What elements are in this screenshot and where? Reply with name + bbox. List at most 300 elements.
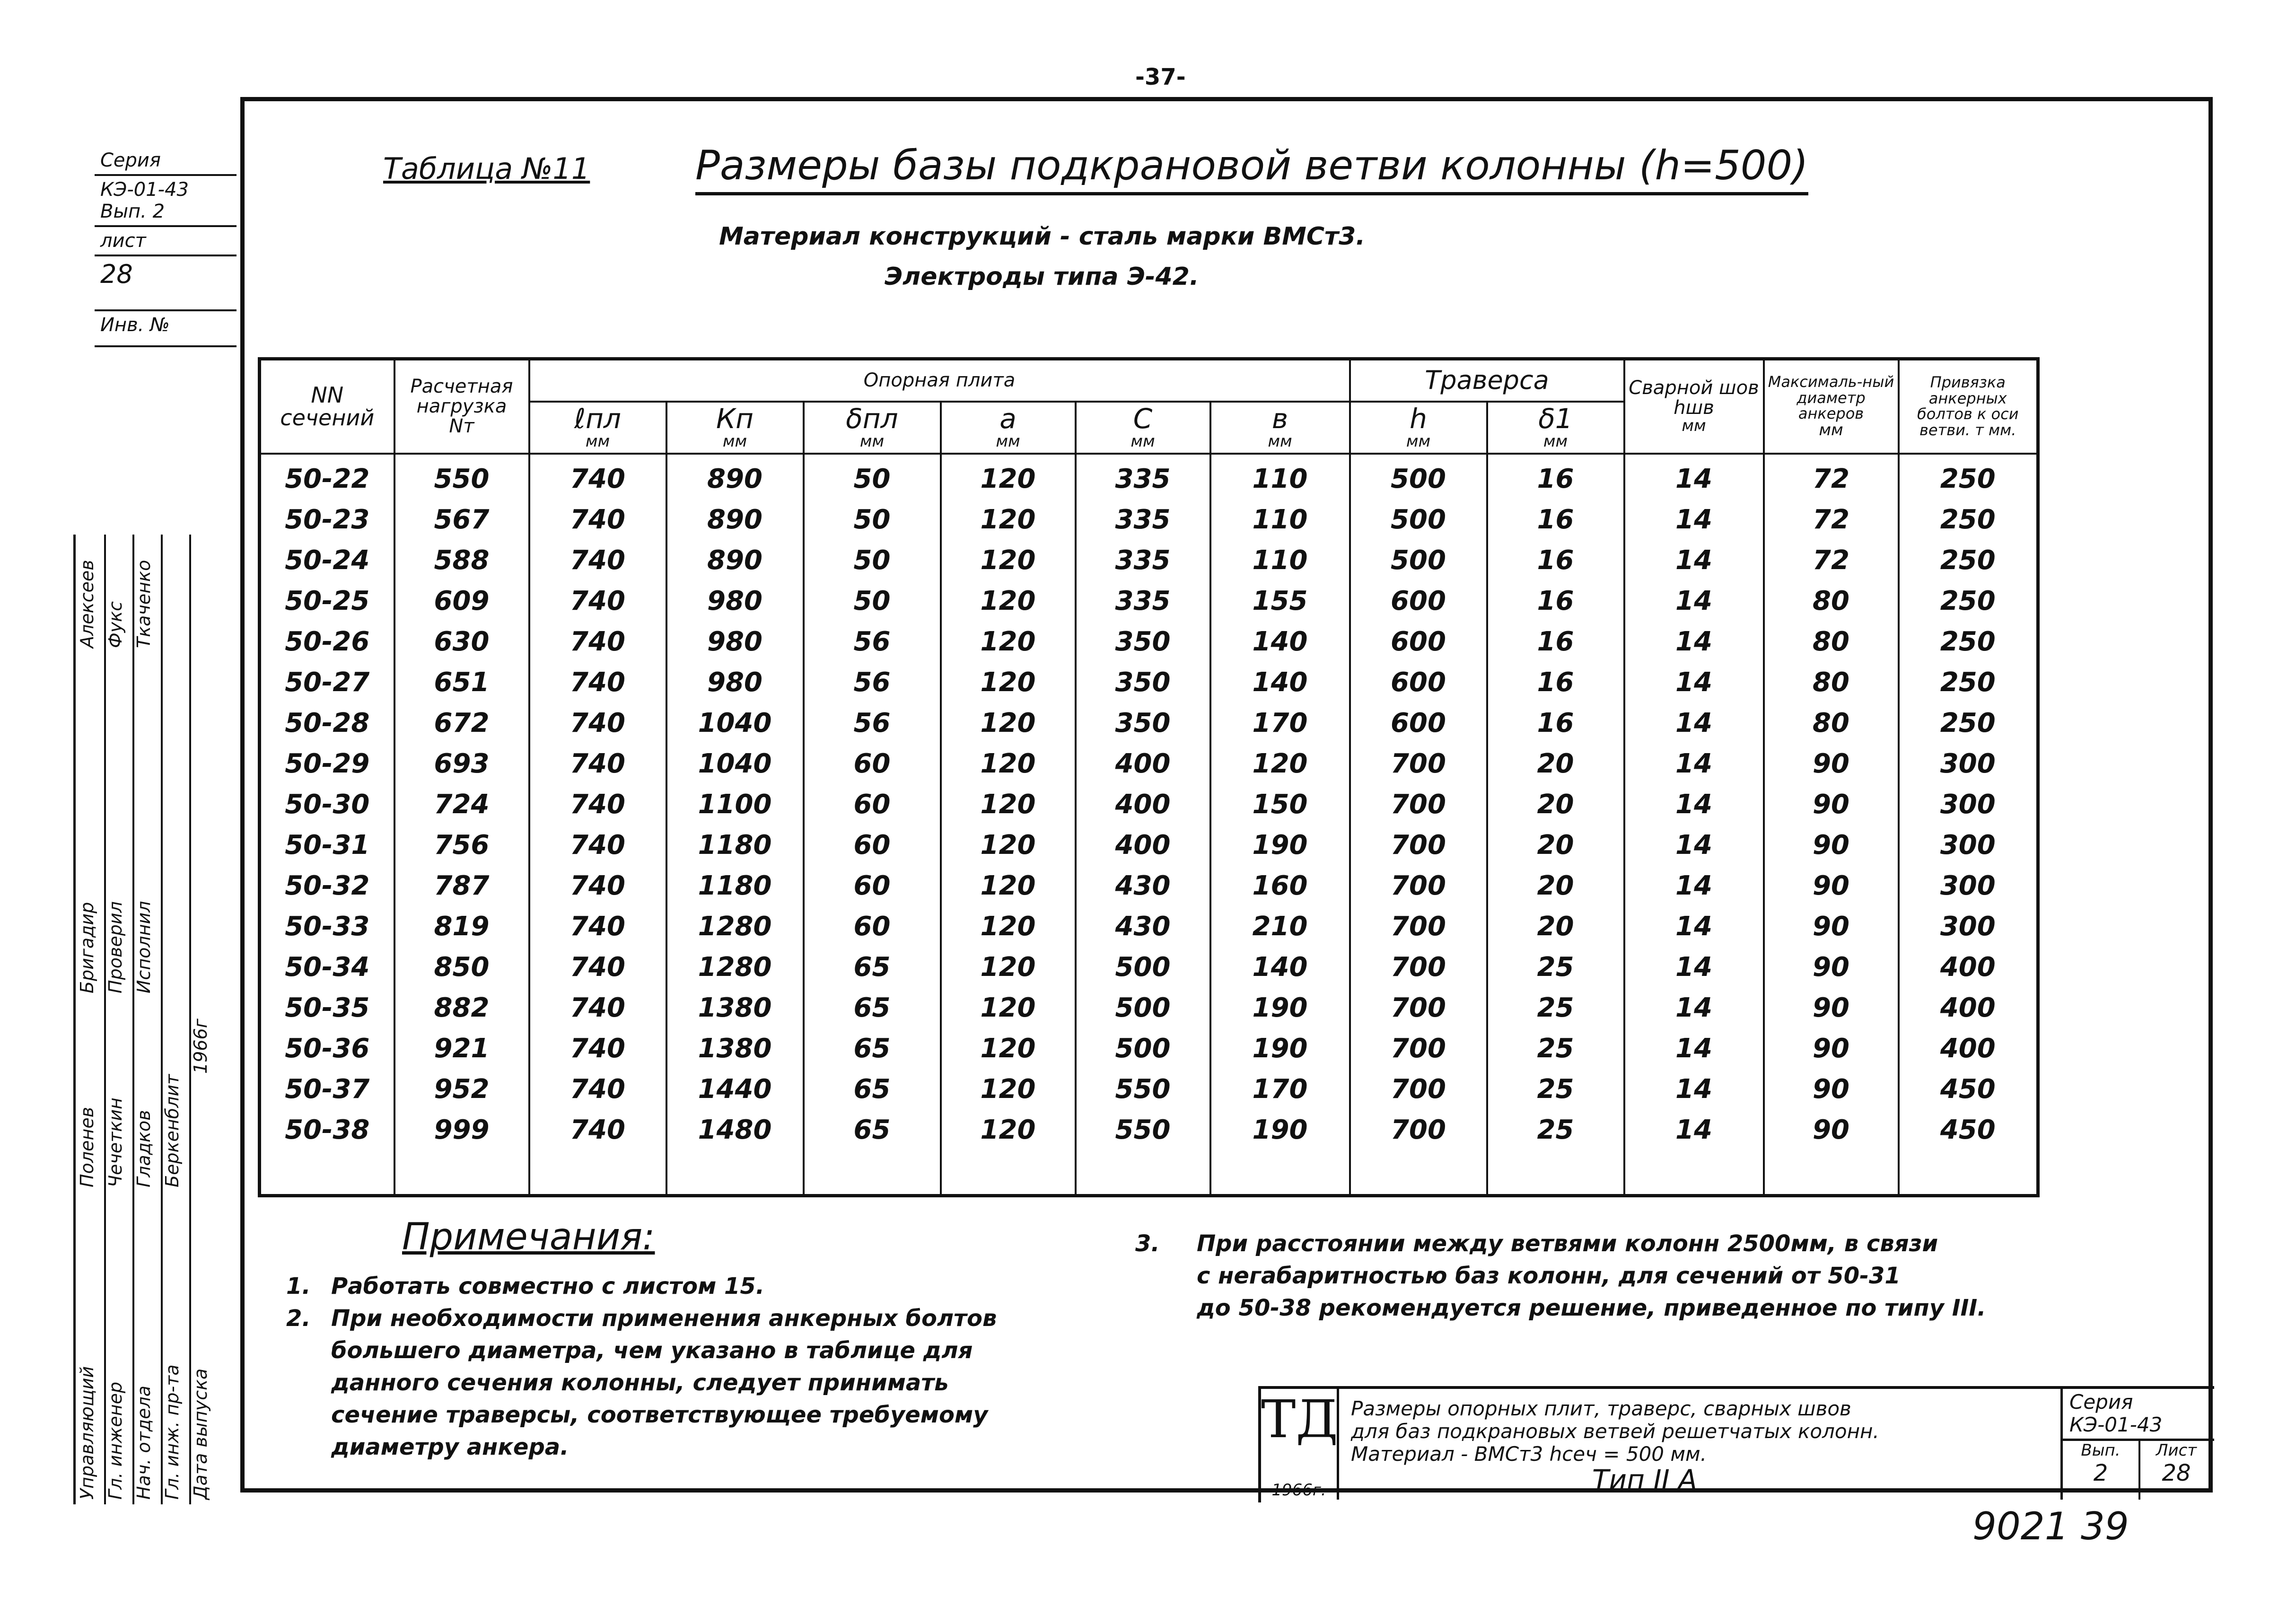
table-cell: 1040 xyxy=(666,703,804,744)
table-cell-empty xyxy=(260,1150,394,1196)
table-cell: 14 xyxy=(1624,1028,1764,1069)
table-cell: 20 xyxy=(1487,866,1624,906)
stamp-right xyxy=(2060,1389,2214,1500)
table-cell: 14 xyxy=(1624,1069,1764,1110)
table-cell: 60 xyxy=(804,784,941,825)
sub-header: С мм xyxy=(1076,402,1210,454)
table-cell: 72 xyxy=(1764,454,1899,500)
table-cell: 90 xyxy=(1764,784,1899,825)
table-cell: 65 xyxy=(804,947,941,988)
material-line-2: Электроды типа Э-42. xyxy=(885,263,1199,291)
table-cell: 50 xyxy=(804,581,941,622)
table-cell: 700 xyxy=(1350,744,1487,784)
table-cell: 25 xyxy=(1487,1028,1624,1069)
table-cell: 335 xyxy=(1076,500,1210,540)
table-cell: 110 xyxy=(1210,454,1350,500)
table-cell: 110 xyxy=(1210,540,1350,581)
table-cell: 120 xyxy=(941,540,1076,581)
table-cell: 120 xyxy=(941,454,1076,500)
table-cell: 630 xyxy=(394,622,529,662)
table-cell: 50-27 xyxy=(260,662,394,703)
table-cell: 16 xyxy=(1487,662,1624,703)
stamp-series xyxy=(2063,1389,2214,1441)
table-cell: 740 xyxy=(529,540,666,581)
table-cell: 120 xyxy=(941,784,1076,825)
table-cell: 120 xyxy=(941,1069,1076,1110)
table-cell: 651 xyxy=(394,662,529,703)
table-cell: 20 xyxy=(1487,906,1624,947)
table-cell: 14 xyxy=(1624,744,1764,784)
table-cell: 450 xyxy=(1899,1110,2038,1150)
table-cell: 72 xyxy=(1764,540,1899,581)
note-1: Работать совместно с листом 15. xyxy=(331,1273,765,1299)
signature-block xyxy=(73,535,244,1504)
stamp-type: Тип II А xyxy=(1592,1464,1697,1496)
table-cell: 335 xyxy=(1076,581,1210,622)
table-cell: 550 xyxy=(394,454,529,500)
table-cell: 400 xyxy=(1076,784,1210,825)
col-anchor-label: Максималь-ный диаметр анкеров xyxy=(1768,373,1894,423)
table-cell: 740 xyxy=(529,1069,666,1110)
note-1-number: 1. xyxy=(286,1273,311,1299)
sub-header: Кп мм xyxy=(666,402,804,454)
stamp-description xyxy=(1351,1397,1879,1466)
table-cell: 90 xyxy=(1764,1069,1899,1110)
table-cell: 14 xyxy=(1624,540,1764,581)
table-cell: 1380 xyxy=(666,988,804,1028)
table-cell: 14 xyxy=(1624,703,1764,744)
sub-header: δпл мм xyxy=(804,402,941,454)
table-cell: 700 xyxy=(1350,947,1487,988)
table-label: Таблица №11 xyxy=(383,151,590,186)
note-3-line: с негабаритностью баз колонн, для сечений от 50-31 xyxy=(1197,1263,1901,1289)
table-cell: 550 xyxy=(1076,1069,1210,1110)
table-cell: 250 xyxy=(1899,662,2038,703)
table-row xyxy=(260,454,2038,500)
table-cell: 1380 xyxy=(666,1028,804,1069)
stamp-sheet-label: Лист xyxy=(2156,1441,2197,1460)
table-cell-empty xyxy=(666,1150,804,1196)
name-1: Поленев xyxy=(77,1106,97,1187)
table-cell: 50-33 xyxy=(260,906,394,947)
note-2 xyxy=(331,1302,997,1463)
table-cell: 300 xyxy=(1899,825,2038,866)
col-load-symbol: Nт xyxy=(449,415,474,438)
table-cell: 335 xyxy=(1076,540,1210,581)
table-cell: 50-22 xyxy=(260,454,394,500)
table-cell: 980 xyxy=(666,581,804,622)
table-cell: 400 xyxy=(1899,988,2038,1028)
table-cell: 50-36 xyxy=(260,1028,394,1069)
table-cell: 882 xyxy=(394,988,529,1028)
table-cell: 50-31 xyxy=(260,825,394,866)
table-cell-empty xyxy=(394,1150,529,1196)
table-cell: 700 xyxy=(1350,825,1487,866)
table-cell: 980 xyxy=(666,662,804,703)
table-body xyxy=(260,454,2038,1196)
table-cell: 1280 xyxy=(666,906,804,947)
table-cell: 90 xyxy=(1764,1028,1899,1069)
table-cell: 999 xyxy=(394,1110,529,1150)
table-cell: 14 xyxy=(1624,454,1764,500)
stamp-issue-value: 2 xyxy=(2093,1460,2108,1486)
role-lower-1: Бригадир xyxy=(77,902,97,993)
col-weld-unit: мм xyxy=(1682,416,1706,436)
table-cell: 120 xyxy=(941,622,1076,662)
table-cell: 50-24 xyxy=(260,540,394,581)
table-cell: 65 xyxy=(804,1069,941,1110)
table-cell: 1040 xyxy=(666,744,804,784)
table-cell: 600 xyxy=(1350,622,1487,662)
table-cell: 190 xyxy=(1210,1110,1350,1150)
table-cell: 250 xyxy=(1899,454,2038,500)
table-cell: 190 xyxy=(1210,988,1350,1028)
note-2-line: данного сечения колонны, следует принимать xyxy=(331,1370,949,1396)
table-cell-empty xyxy=(1487,1150,1624,1196)
table-cell: 700 xyxy=(1350,988,1487,1028)
issue-text: Вып. 2 xyxy=(100,201,165,222)
table-cell-empty xyxy=(1899,1150,2038,1196)
table-cell: 250 xyxy=(1899,622,2038,662)
table-cell: 170 xyxy=(1210,703,1350,744)
table-cell: 80 xyxy=(1764,703,1899,744)
table-cell: 787 xyxy=(394,866,529,906)
table-row xyxy=(260,988,2038,1028)
note-3-line: При расстоянии между ветвями колонн 2500мм, в связи xyxy=(1197,1230,1938,1257)
sub-header: а мм xyxy=(941,402,1076,454)
stamp-series-label: Серия xyxy=(2069,1390,2133,1414)
table-cell: 740 xyxy=(529,703,666,744)
table-cell: 740 xyxy=(529,947,666,988)
table-cell: 120 xyxy=(941,500,1076,540)
table-row xyxy=(260,662,2038,703)
table-cell: 120 xyxy=(941,866,1076,906)
name-3: Гладков xyxy=(133,1110,154,1187)
table-cell: 14 xyxy=(1624,1110,1764,1150)
stamp-year: 1966г. xyxy=(1271,1481,1326,1500)
table-cell: 25 xyxy=(1487,1069,1624,1110)
col-anchor-unit: мм xyxy=(1819,420,1843,439)
role-chief-engineer: Гл. инженер xyxy=(105,1381,126,1500)
table-cell: 16 xyxy=(1487,581,1624,622)
table-row xyxy=(260,703,2038,744)
table-row xyxy=(260,784,2038,825)
sheet-number: 28 xyxy=(95,256,237,311)
table-cell: 60 xyxy=(804,744,941,784)
year-signature: 1966г xyxy=(190,1019,211,1074)
sub-header: h мм xyxy=(1350,402,1487,454)
table-cell: 20 xyxy=(1487,744,1624,784)
note-3 xyxy=(1197,1228,1986,1324)
table-cell-empty xyxy=(1764,1150,1899,1196)
table-cell: 500 xyxy=(1076,947,1210,988)
table-cell: 72 xyxy=(1764,500,1899,540)
table-cell: 20 xyxy=(1487,784,1624,825)
table-cell: 1180 xyxy=(666,825,804,866)
table-cell: 740 xyxy=(529,662,666,703)
table-row xyxy=(260,622,2038,662)
table-cell: 80 xyxy=(1764,622,1899,662)
table-row xyxy=(260,825,2038,866)
table-cell: 350 xyxy=(1076,622,1210,662)
material-line-1: Материал конструкций - сталь марки ВМСт3. xyxy=(719,222,1366,251)
table-cell: 60 xyxy=(804,906,941,947)
col-bind: Привязка анкерных болтов к оси ветви. т мм. xyxy=(1899,359,2038,454)
table-cell: 14 xyxy=(1624,581,1764,622)
table-cell: 740 xyxy=(529,454,666,500)
table-cell-empty xyxy=(804,1150,941,1196)
table-cell: 500 xyxy=(1350,500,1487,540)
table-cell: 700 xyxy=(1350,784,1487,825)
table-cell: 56 xyxy=(804,662,941,703)
table-cell: 550 xyxy=(1076,1110,1210,1150)
table-cell: 14 xyxy=(1624,906,1764,947)
table-cell: 90 xyxy=(1764,947,1899,988)
table-cell: 120 xyxy=(941,947,1076,988)
table-cell: 50-32 xyxy=(260,866,394,906)
table-cell: 120 xyxy=(941,825,1076,866)
table-cell: 50-25 xyxy=(260,581,394,622)
table-cell: 250 xyxy=(1899,500,2038,540)
table-cell: 90 xyxy=(1764,866,1899,906)
table-cell-empty xyxy=(529,1150,666,1196)
table-cell: 210 xyxy=(1210,906,1350,947)
table-cell: 65 xyxy=(804,1028,941,1069)
table-cell: 120 xyxy=(941,703,1076,744)
table-cell: 50-35 xyxy=(260,988,394,1028)
col-weld-label: Сварной шов hшв xyxy=(1629,377,1759,419)
table-cell: 430 xyxy=(1076,906,1210,947)
col-load-label: Расчетная нагрузка xyxy=(410,376,513,418)
table-cell: 740 xyxy=(529,866,666,906)
role-project-engineer: Гл. инж. пр-та xyxy=(162,1364,183,1500)
page-number: -37- xyxy=(1135,64,1186,90)
table-cell: 56 xyxy=(804,622,941,662)
table-row xyxy=(260,947,2038,988)
note-3-line: до 50-38 рекомендуется решение, приведенное по типу III. xyxy=(1197,1295,1986,1321)
table-cell: 672 xyxy=(394,703,529,744)
table-row xyxy=(260,906,2038,947)
role-lower-2: Проверил xyxy=(105,901,126,993)
stamp-desc-line: Материал - ВМСт3 hсеч = 500 мм. xyxy=(1351,1442,1707,1466)
table-cell: 190 xyxy=(1210,825,1350,866)
table-cell: 850 xyxy=(394,947,529,988)
note-2-line: диаметру анкера. xyxy=(331,1434,569,1460)
table-cell: 90 xyxy=(1764,1110,1899,1150)
stamp-issue xyxy=(2063,1441,2140,1500)
table-cell: 890 xyxy=(666,454,804,500)
table-cell: 60 xyxy=(804,825,941,866)
series-label: Серия xyxy=(95,147,237,176)
notes-title: Примечания: xyxy=(402,1216,655,1258)
table-cell: 16 xyxy=(1487,500,1624,540)
name-4: Беркенблит xyxy=(162,1074,183,1187)
table-cell: 740 xyxy=(529,825,666,866)
group-plate: Опорная плита xyxy=(529,359,1350,402)
table-cell: 600 xyxy=(1350,581,1487,622)
table-cell: 952 xyxy=(394,1069,529,1110)
table-cell-empty xyxy=(941,1150,1076,1196)
table-cell: 14 xyxy=(1624,784,1764,825)
table-cell: 120 xyxy=(941,581,1076,622)
table-cell: 120 xyxy=(941,1028,1076,1069)
table-cell: 14 xyxy=(1624,866,1764,906)
table-cell: 16 xyxy=(1487,540,1624,581)
table-cell: 740 xyxy=(529,581,666,622)
table-cell: 140 xyxy=(1210,622,1350,662)
table-cell: 500 xyxy=(1076,1028,1210,1069)
table-cell: 80 xyxy=(1764,581,1899,622)
table-cell: 14 xyxy=(1624,622,1764,662)
table-cell: 400 xyxy=(1076,744,1210,784)
table-cell: 50-30 xyxy=(260,784,394,825)
note-2-line: сечение траверсы, соответствующее требуемому xyxy=(331,1402,988,1428)
sub-header: ℓпл мм xyxy=(529,402,666,454)
table-cell: 50-23 xyxy=(260,500,394,540)
table-cell: 50-38 xyxy=(260,1110,394,1150)
table-cell: 567 xyxy=(394,500,529,540)
table-cell: 50-37 xyxy=(260,1069,394,1110)
table-cell-empty xyxy=(1624,1150,1764,1196)
table-cell: 16 xyxy=(1487,622,1624,662)
table-cell: 25 xyxy=(1487,1110,1624,1150)
table-cell: 65 xyxy=(804,1110,941,1150)
inv-label: Инв. № xyxy=(95,311,237,347)
table-cell: 190 xyxy=(1210,1028,1350,1069)
table-cell: 740 xyxy=(529,622,666,662)
table-cell: 250 xyxy=(1899,581,2038,622)
table-row xyxy=(260,581,2038,622)
table-cell: 740 xyxy=(529,744,666,784)
table-cell: 150 xyxy=(1210,784,1350,825)
table-cell: 60 xyxy=(804,866,941,906)
table-cell: 300 xyxy=(1899,906,2038,947)
note-2-line: При необходимости применения анкерных болтов xyxy=(331,1305,997,1332)
table-cell: 700 xyxy=(1350,1069,1487,1110)
table-cell: 980 xyxy=(666,622,804,662)
table-cell: 600 xyxy=(1350,662,1487,703)
table-cell: 110 xyxy=(1210,500,1350,540)
table-cell: 740 xyxy=(529,906,666,947)
table-cell: 588 xyxy=(394,540,529,581)
table-cell: 300 xyxy=(1899,744,2038,784)
table-cell: 430 xyxy=(1076,866,1210,906)
table-cell: 160 xyxy=(1210,866,1350,906)
col-anchor xyxy=(1764,359,1899,454)
table-cell-empty xyxy=(1076,1150,1210,1196)
note-2-number: 2. xyxy=(286,1305,311,1332)
table-cell: 155 xyxy=(1210,581,1350,622)
table-cell: 1280 xyxy=(666,947,804,988)
table-cell: 600 xyxy=(1350,703,1487,744)
table-row xyxy=(260,1028,2038,1069)
table-cell: 500 xyxy=(1350,540,1487,581)
series-code-text: КЭ-01-43 xyxy=(100,179,189,201)
table-cell: 819 xyxy=(394,906,529,947)
table-cell: 120 xyxy=(1210,744,1350,784)
table-cell: 25 xyxy=(1487,988,1624,1028)
table-cell: 609 xyxy=(394,581,529,622)
table-cell: 14 xyxy=(1624,988,1764,1028)
table-cell: 740 xyxy=(529,1028,666,1069)
table-cell: 1100 xyxy=(666,784,804,825)
table-cell: 50-34 xyxy=(260,947,394,988)
role-manager: Управляющий xyxy=(77,1366,97,1500)
table-cell: 921 xyxy=(394,1028,529,1069)
table-cell: 120 xyxy=(941,744,1076,784)
table-row xyxy=(260,1069,2038,1110)
table-cell: 50-28 xyxy=(260,703,394,744)
table-cell: 350 xyxy=(1076,703,1210,744)
sheet-label: лист xyxy=(95,227,237,256)
table-cell: 50 xyxy=(804,500,941,540)
table-cell-empty xyxy=(1350,1150,1487,1196)
table-cell: 90 xyxy=(1764,825,1899,866)
table-cell: 120 xyxy=(941,1110,1076,1150)
title-block xyxy=(1258,1386,2214,1502)
table-cell: 500 xyxy=(1350,454,1487,500)
table-cell: 450 xyxy=(1899,1069,2038,1110)
table-cell: 700 xyxy=(1350,866,1487,906)
table-cell: 80 xyxy=(1764,662,1899,703)
table-cell: 700 xyxy=(1350,1110,1487,1150)
stamp-sheet xyxy=(2138,1441,2214,1500)
table-cell: 890 xyxy=(666,540,804,581)
td-logo: ТД xyxy=(1261,1389,1339,1500)
table-cell: 350 xyxy=(1076,662,1210,703)
stamp-desc-line: для баз подкрановых ветвей решетчатых колонн. xyxy=(1351,1420,1879,1443)
name-lower-2: Фукс xyxy=(105,601,126,648)
sub-header: δ1 мм xyxy=(1487,402,1624,454)
table-cell: 700 xyxy=(1350,906,1487,947)
table-row xyxy=(260,866,2038,906)
role-dept-head: Нач. отдела xyxy=(133,1385,154,1500)
role-release-date: Дата выпуска xyxy=(190,1368,211,1500)
table-cell: 740 xyxy=(529,500,666,540)
table-cell: 16 xyxy=(1487,703,1624,744)
handwritten-number: 9021 39 xyxy=(1972,1504,2129,1548)
table-cell: 20 xyxy=(1487,825,1624,866)
table-cell: 90 xyxy=(1764,906,1899,947)
role-lower-3: Исполнил xyxy=(133,901,154,993)
table-cell: 890 xyxy=(666,500,804,540)
table-cell: 740 xyxy=(529,784,666,825)
table-cell: 50-29 xyxy=(260,744,394,784)
table-cell-empty xyxy=(1210,1150,1350,1196)
table-row-empty xyxy=(260,1150,2038,1196)
table-cell: 14 xyxy=(1624,662,1764,703)
table-cell: 120 xyxy=(941,988,1076,1028)
table-cell: 700 xyxy=(1350,1028,1487,1069)
sub-header: в мм xyxy=(1210,402,1350,454)
stamp-series-code: КЭ-01-43 xyxy=(2069,1413,2163,1436)
note-2-line: большего диаметра, чем указано в таблице для xyxy=(331,1337,973,1364)
table-cell: 724 xyxy=(394,784,529,825)
table-cell: 50 xyxy=(804,540,941,581)
table-cell: 170 xyxy=(1210,1069,1350,1110)
page-title: Размеры базы подкрановой ветви колонны (h=500) xyxy=(695,142,1808,195)
col-section: NN сечений xyxy=(260,359,394,454)
group-traverse: Траверса xyxy=(1350,359,1624,402)
table-cell: 1180 xyxy=(666,866,804,906)
series-code xyxy=(95,176,237,227)
table-cell: 1480 xyxy=(666,1110,804,1150)
table-cell: 14 xyxy=(1624,947,1764,988)
table-cell: 400 xyxy=(1899,947,2038,988)
stamp-issue-label: Вып. xyxy=(2081,1441,2121,1460)
table-cell: 65 xyxy=(804,988,941,1028)
table-cell: 56 xyxy=(804,703,941,744)
